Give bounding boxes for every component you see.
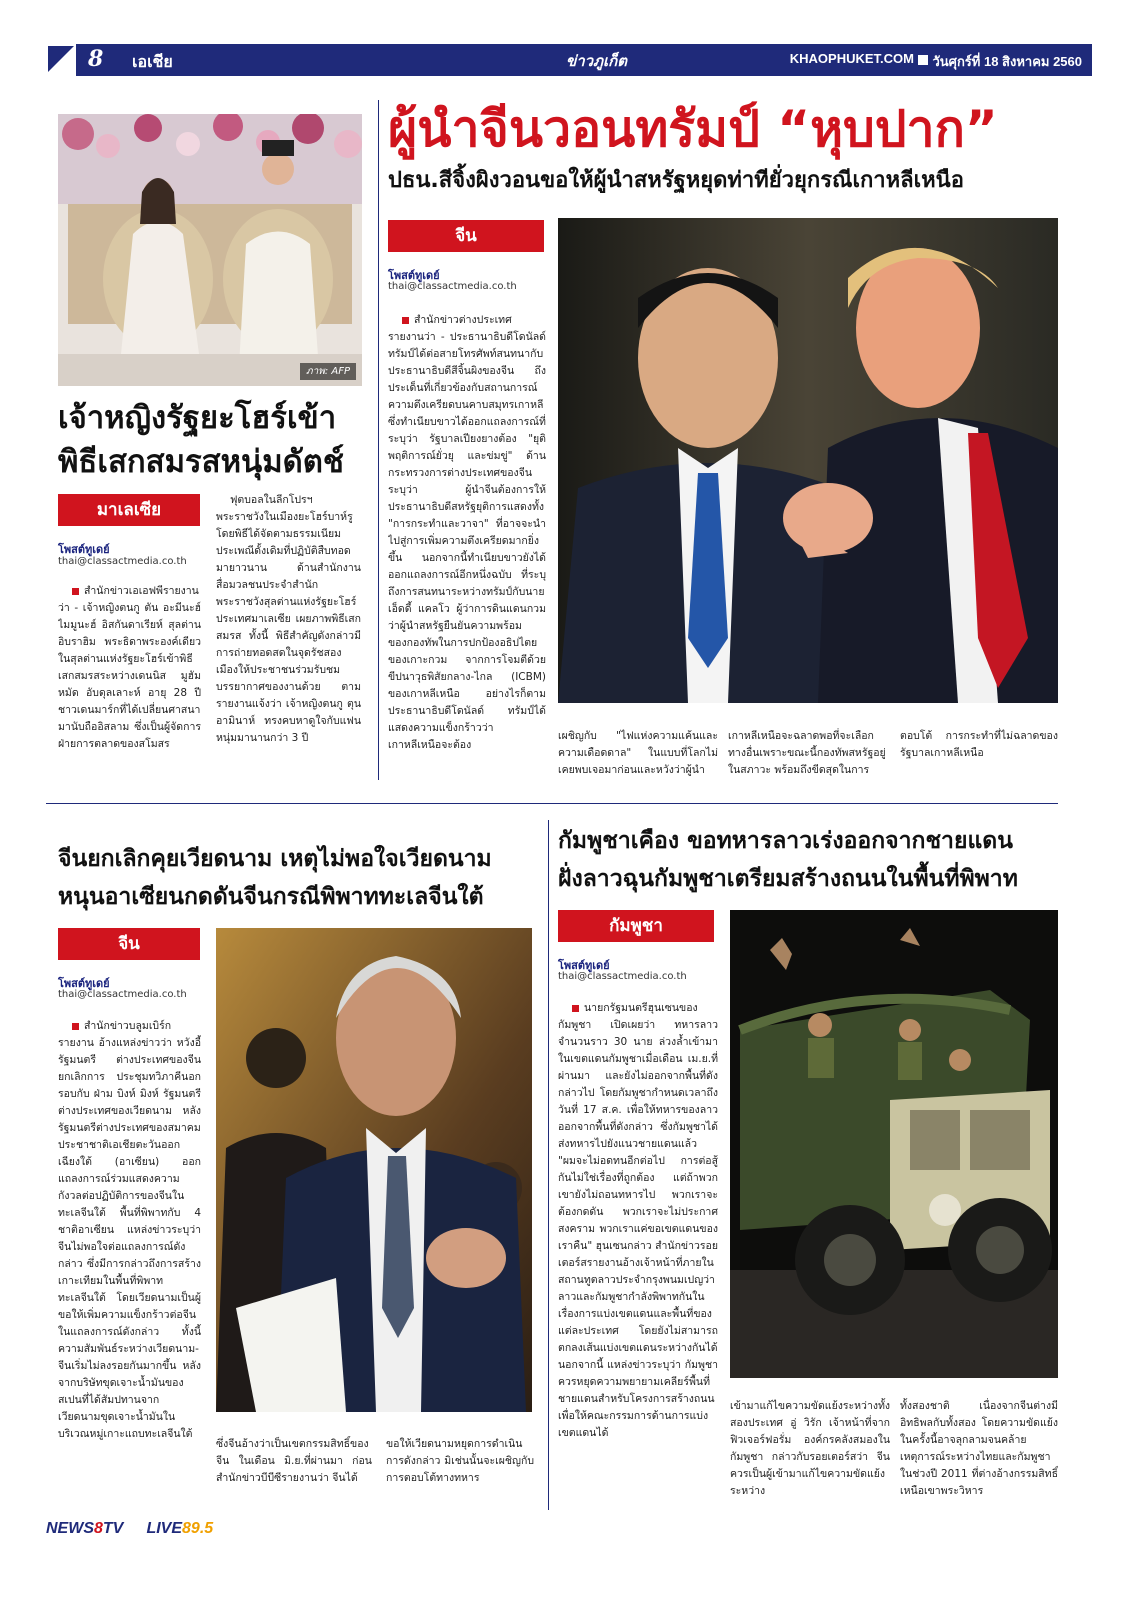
cambodia-body-col2 [730,1398,890,1508]
cambodia-headline-line1: กัมพูชาเคือง ขอทหารลาวเร่งออกจากชายแดน [558,828,1013,854]
china-vietnam-body-col2 [216,1436,372,1496]
china-us-author: โพสต์ทูเดย์ [388,269,440,282]
china-us-col2-text: เผชิญกับ "ไฟแห่งความแค้นและความเดือดดาล" ในแบบที่โลกไม่เคยพบเจอมาก่อนและหวังว่าผู้นำ [558,730,718,776]
news-logo-prefix: NEWS [46,1520,94,1537]
malaysia-headline-line2: พิธีเสกสมรสหนุ่มดัตช์ [58,444,344,480]
malaysia-col2-text: ฟุตบอลในลีกโปรฯ พระราชวังในเมืองยะโฮร์บาห์รู โดยพิธีได้จัดตามธรรมเนียมประเพณีดั้งเดิมที่ปฏิบัติสืบทอดมายาวนาน ด้านสำนักงานสื่อมวลชนประจำสำนักพระราชวังสุลต่านแห่งรัฐยะโฮร์ ประเทศมาเลเซีย เผยภาพพิธีเสกสมรส ทั้งนี้ พิธีสำคัญดังกล่าวมีการถ่ายทอดสดในจุดรัชสองเมืองให้ประชาชนร่วมรับชมบรรยากาศของงานด้วย ตามรายงานแจ้งว่า เจ้าหญิงตนกู ตุน อามินาห์ ทรงคบหาดูใจกับแฟนหนุ่มมานานกว่า 3 ปี [216,494,361,744]
china-vietnam-headline [58,840,548,916]
cambodia-col1-text: นายกรัฐมนตรีฮุนเซนของกัมพูชา เปิดเผยว่า ทหารลาวจำนวนราว 30 นาย ล่วงล้ำเข้ามาในเขตแดนกัมพูชาเมื่อเดือน เม.ย.ที่ผ่านมา และยังไม่ออกจากพื้นที่ดังกล่าวไป โดยกัมพูชากำหนดเวลาถึงวันที่ 17 ส.ค. เพื่อให้ทหารของลาวออกจากพื้นที่ดังกล่าว ซึ่งกัมพูชาได้ส่งทหารไปยังแนวชายแดนแล้ว "ผมจะไม่อดทนอีกต่อไป การต่อสู้กันไม่ใช่เรื่องที่ถูกต้อง แต่ถ้าพวกเขายังไม่ถอนทหารไป พวกเราจะต้องกดดัน พวกเราจะไม่ประกาศสงคราม พวกเราแค่ขอเขตแดนของเราคืน" ฮุนเซนกล่าว สำนักข่าวรอยเตอร์สรายงานอ้างเจ้าหน้าที่ภายในสถานทูตลาวประจำกรุงพนมเปญว่า ลาวและกัมพูชากำลังพิพาทกันในเรื่องการแบ่งเขตแดนและพื้นที่ของแต่ละประเทศ โดยยังไม่สามารถตกลงเส้นแบ่งเขตแดนระหว่างกันได้ นอกจากนี้ แหล่งข่าวระบุว่า กัมพูชาควรหยุดความพยายามเคลียร์พื้นที่ชายแดนสำหรับโครงการสร้างถนน เพื่อให้คณะกรรมการด้านการแบ่งเขตแดนได้ [558,1002,718,1439]
cambodia-headline [558,822,1068,898]
news-logo-number: 8 [94,1520,103,1537]
china-us-subheadline: ปธน.สีจิ้งผิงวอนขอให้ผู้นำสหรัฐหยุดท่าทียั่วยุกรณีเกาหลีเหนือ [388,168,964,193]
china-vietnam-headline-line1: จีนยกเลิกคุยเวียดนาม เหตุไม่พอใจเวียดนาม [58,846,492,872]
china-us-col3-text: เกาหลีเหนือจะฉลาดพอที่จะเลือกทางอื่นเพราะขณะนี้กองทัพสหรัฐอยู่ในสภาวะ พร้อมถึงขีดสุดในการ [728,730,886,776]
china-vietnam-col3-text: ขอให้เวียดนามหยุดการดำเนินการดังกล่าว มิเช่นนั้นจะเผชิญกับการตอบโต้ทางทหาร [386,1438,534,1484]
cambodia-email: thai@classactmedia.co.th [558,971,687,982]
cambodia-col3-text: ทั้งสองชาติ เนื่องจากจีนต่างมีอิทธิพลกับทั้งสอง โดยความขัดแย้งในครั้งนี้อาจลุกลามจนคล้ายเหตุการณ์ระหว่างไทยและกัมพูชาในช่วงปี 2011 ที่ต่างอ้างกรรมสิทธิ์เหนือเขาพระวิหาร [900,1400,1058,1497]
china-vietnam-email: thai@classactmedia.co.th [58,989,187,1000]
cambodia-headline-line2: ฝั่งลาวฉุนกัมพูชาเตรียมสร้างถนนในพื้นที่พิพาท [558,866,1018,892]
page-footer [46,1518,446,1544]
malaysia-headline [58,396,378,484]
wang-yi-photo [216,928,532,1412]
wedding-photo-illustration [58,114,362,386]
cambodia-body-col1 [558,1000,718,1508]
cambodia-author: โพสต์ทูเดย์ [558,959,610,972]
wang-yi-illustration [216,928,532,1412]
china-vietnam-col1-text: สำนักข่าวบลูมเบิร์กรายงาน อ้างแหล่งข่าวว่า หวังอี้ รัฐมนตรี ต่างประเทศของจีน ยกเลิกการ ประชุมทวิภาคีนอกรอบกับ ฝ่าม บิงห์ มิงห์ รัฐมนตรีต่างประเทศของเวียดนาม หลังรัฐมนตรีต่างประเทศของสมาคมประชาชาติเอเชียตะวันออกเฉียงใต้ (อาเซียน) ออกแถลงการณ์ร่วมแสดงความกังวลต่อปฏิบัติการของจีนในทะเลจีนใต้ พื้นที่พิพาทกับ 4 ชาติอาเซียน แหล่งข่าวระบุว่า จีนไม่พอใจต่อแถลงการณ์ดังกล่าว ซึ่งมีการกล่าวถึงการสร้างเกาะเทียมในพื้นที่พิพาททะเลจีนใต้ โดยเวียดนามเป็นผู้ขอให้เพิ่มความแข็งกร้าวต่อจีนในแถลงการณ์ดังกล่าว ทั้งนี้ ความสัมพันธ์ระหว่างเวียดนาม-จีนเริ่มไม่ลงรอยกันมากขึ้น หลังจากบริษัทขุดเจาะน้ำมันของสเปนที่ได้สัมปทานจากเวียดนามขุดเจาะน้ำมันในบริเวณหมู่เกาะแถบทะเลจีนใต้ [58,1020,201,1440]
live-logo-prefix: LIVE [146,1520,183,1537]
china-us-headline: ผู้นำจีนวอนทรัมป์ “หุบปาก” [388,100,998,158]
page-header-bar [46,44,1092,76]
malaysia-author: โพสต์ทูเดย์ [58,543,110,556]
section-name: เอเชีย [132,52,173,71]
bullet-mark [402,317,409,324]
cambodia-col2-text: เข้ามาแก้ไขความขัดแย้งระหว่างทั้งสองประเทศ อู่ วิรัก เจ้าหน้าที่จากฟิวเจอร์ฟอรั่ม องค์กรคลังสมองในกัมพูชา กล่าวกับรอยเตอร์สว่า จีนควรเป็นผู้เข้ามาแก้ไขความขัดแย้งระหว่าง [730,1400,890,1497]
china-vietnam-author: โพสต์ทูเดย์ [58,977,110,990]
column-divider [548,820,549,1510]
china-us-col4-text: ตอบโต้ การกระทำที่ไม่ฉลาดของรัฐบาลเกาหลีเหนือ [900,730,1058,759]
malaysia-body-col1 [58,583,201,773]
malaysia-para1 [58,583,201,753]
military-truck-illustration [730,910,1058,1378]
china-us-body-col3 [728,728,890,784]
china-vietnam-body-col3 [386,1436,534,1496]
bullet-mark [572,1005,579,1012]
china-us-body-col1 [388,312,546,780]
china-vietnam-tag: จีน [58,928,200,960]
news8tv-logo [46,1520,123,1537]
military-truck-photo [730,910,1058,1378]
wedding-photo [58,114,362,386]
malaysia-headline-line1: เจ้าหญิงรัฐยะโฮร์เข้า [58,400,337,436]
malaysia-email: thai@classactmedia.co.th [58,556,187,567]
site-url: KHAOPHUKET.COM [789,51,914,66]
china-vietnam-body-col1 [58,1018,201,1498]
china-vietnam-headline-line2: หนุนอาเซียนกดดันจีนกรณีพิพาททะเลจีนใต้ [58,884,484,910]
section-divider [46,803,1058,804]
china-us-col1-text: สำนักข่าวต่างประเทศรายงานว่า - ประธานาธิบดีโดนัลด์ ทรัมป์ได้ต่อสายโทรศัพท์สนทนากับประธานาธิบดีสีจิ้นผิงของจีน ถึงประเด็นที่เกี่ยวข้องกับสถานการณ์ความตึงเครียดบนคาบสมุทรเกาหลี ซึ่งทำเนียบขาวได้ออกแถลงการณ์ที่ระบุว่า รัฐบาลเปียงยางต้อง "ยุติพฤติการณ์ยั่วยุ และข่มขู่" ด้านกระทรวงการต่างประเทศของจีนระบุว่า ผู้นำจีนต้องการให้ประธานาธิบดีสหรัฐยุติการแสดงทั้ง "การกระทำและวาจา" ที่อาจจะนำไปสู่การเพิ่มความตึงเครียดมากยิ่งขึ้น นอกจากนี้ทำเนียบขาวยังได้ออกแถลงการณ์อีกหนึ่งฉบับ ที่ระบุถึงการสนทนาระหว่างทรัมป์กับนายเอ็ดดี้ แคลโว ผู้ว่าการดินแดนกวม ว่าผู้นำสหรัฐยืนยันความพร้อมของกองทัพในการปกป้องอธิปไตยของเกาะกวม จากการโจมตีด้วยขีปนาวุธพิสัยกลาง-ไกล (ICBM) ของเกาหลีเหนือ อย่างไรก็ตาม ประธานาธิบดีโดนัลด์ ทรัมป์ได้แสดงความแข็งกร้าวว่า เกาหลีเหนือจะต้อง [388,314,546,751]
malaysia-col1-text: สำนักข่าวเอเอฟพีรายงานว่า - เจ้าหญิงตนกู ตัน อะมีนะฮ์ ไมมูนะฮ์ อิสกันดาเรียห์ สุลต่านอิบราฮิม พระธิดาพระองค์เดียวในสุลต่านแห่งรัฐยะโฮร์เข้าพิธีเสกสมรสระหว่างเดนนิส มูฮัมหมัด อับดุลเลาะห์ อายุ 28 ปี ชาวเดนมาร์กที่ได้เปลี่ยนศาสนามานับถืออิสลาม ซึ่งเป็นผู้จัดการฝ่ายการตลาดของสโมสร [58,585,201,750]
newspaper-logo: ข่าวภูเก็ต [566,52,627,70]
live-radio-logo [146,1520,213,1537]
live-logo-number: 89.5 [182,1520,214,1537]
bullet-mark [72,1023,79,1030]
news-logo-suffix: TV [102,1520,124,1537]
cambodia-tag: กัมพูชา [558,910,714,942]
cambodia-body-col3 [900,1398,1058,1508]
cambodia-para1 [558,1000,718,1442]
china-us-para1 [388,312,546,754]
china-us-body-col4 [900,728,1058,784]
xi-trump-photo [558,218,1058,703]
malaysia-tag: มาเลเซีย [58,494,200,526]
china-vietnam-para1 [58,1018,201,1443]
separator-square [918,55,928,65]
xi-trump-illustration [558,218,1058,703]
malaysia-body-col2 [216,492,361,772]
column-divider [378,100,379,780]
issue-date: วันศุกร์ที่ 18 สิงหาคม 2560 [932,54,1082,69]
china-us-body-col2 [558,728,718,784]
bullet-mark [72,588,79,595]
china-vietnam-col2-text: ซึ่งจีนอ้างว่าเป็นเขตกรรมสิทธิ์ของจีน ในเดือน มิ.ย.ที่ผ่านมา ก่อนสำนักข่าวบีบีซีรายงานว่า จีนได้ [216,1438,372,1484]
page-number: 8 [88,46,104,72]
corner-mark [46,44,76,76]
photo-credit: ภาพ: AFP [300,363,356,380]
china-us-email: thai@classactmedia.co.th [388,281,517,292]
china-us-tag: จีน [388,220,544,252]
